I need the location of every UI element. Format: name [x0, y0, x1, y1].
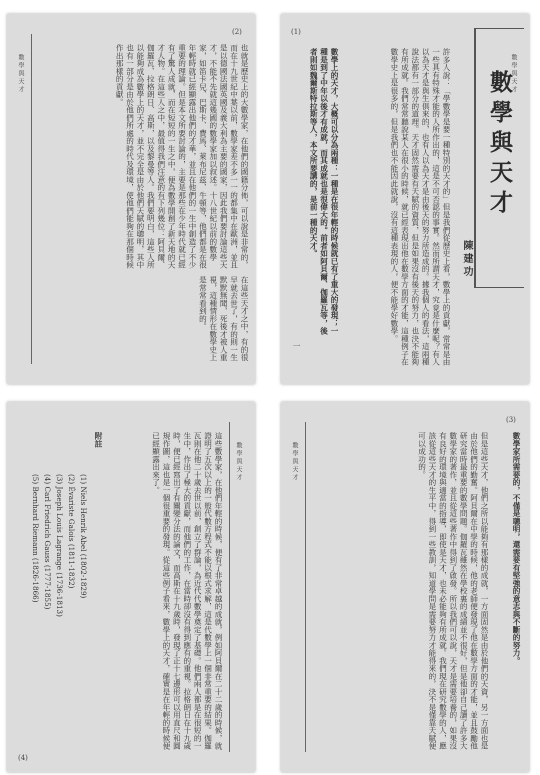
header-rule	[229, 422, 230, 752]
notes-list	[25, 474, 89, 744]
header-rule	[305, 422, 306, 752]
page-2	[281, 14, 529, 384]
page-number: (4)	[18, 754, 28, 762]
lead-paragraph: 數學家所需要的，不僅是聰明，還需要有堅強的意志與不斷的努力。	[512, 432, 521, 665]
page-number: (1)	[291, 28, 301, 36]
body-text: 這些數學家，在他們年輕的時候，便有了非常卓越的成就，例如阿貝爾在二十二歲的時候，就證明了五次以上的一般代數方程式不能以根式求解，這是代數學上一個非常重要的結果。伽羅瓦則在他二十歲去世以前，創立了群論，為近代代數學奠定了基礎。他們兩人都是在很短的一生中，作出了極大的貢獻，而他們的工作，在當時卻沒有得到應有的重視。拉格朗日在十九歲時，便已經寫出了有關變分法的論文，而高斯在十九歲時，發現了正十七邊形可以用直尺和圓規作圖，這也是一個很重要的發現。從這些例子看來，數學上的天才，確實是在年輕的時候便已經顯露出來了。	[151, 432, 223, 750]
article-title: 數學與天才	[486, 70, 513, 220]
note-item: (2) Évariste Galois (1811-1832)	[67, 474, 76, 589]
running-head: 數學與天才	[235, 442, 242, 482]
page-3	[7, 402, 255, 772]
note-item: (3) Joseph Louis Lagrange (1736-1813)	[55, 474, 64, 617]
body-text: 也就是歷史上的大數學家，在他們的國籍分佈，可以說是非常的，而在十九世紀中葉以前，數學家差不多一一的都集中在歐洲，並且是以德國法國英國及義大利為主要的國家，因此我們要討論這些天才，不能不先就這幾國的數學家加以叙述。十八世紀以前的數學家，如笛卡兒、巴斯卡、費馬、萊布尼茲、牛頓等，他們都是在很年輕時就已經顯露出他們的才華，並且在他們的一生中創造了不少重要的理論。但是本文所要討論的，主要是那些在少年時代就已經有了驚人成就，而在短短的一生之中，便為數學開創了新天地的天才人物。在這些人之中，最值得我們注意的有下列幾位：阿貝爾、伽羅瓦、拉格朗日、高斯，以及黎曼等人。我們要明白，這些人所以能夠成為數學上的天才，並不完全是由於他們天賦的聰明，其中也有一部分是由於他們所處的時代及環境，使他們能夠在那個時候作出那樣的貢獻。	[115, 44, 249, 269]
note-item: (4) Carl Friedrich Gauss (1777-1855)	[43, 474, 52, 610]
header-rule	[31, 34, 32, 364]
author-name: 陳建功	[461, 240, 472, 279]
section-marker: 一	[292, 342, 301, 350]
page-1	[7, 14, 255, 384]
body-text-continued: 在這些天才之中，有的很早就去世了，有的則一生默默無聞，死後才被人重視，這種情形在數學史上是常常看到的。	[198, 276, 249, 362]
running-head: 數學與天才	[17, 54, 24, 94]
lead-paragraph: 數學上的天才，大概可以分為兩種：一種是在很年輕的時候就已有了重大的發現；一種是到了中年以後才有成就，而其成就也是很偉大的。前者如阿貝爾、伽羅瓦等，後者則如魏爾斯特拉斯等人，本文所要講的，是前一種的天才。	[309, 48, 339, 335]
note-item: (5) Bernhard Riemann (1826-1866)	[31, 474, 40, 603]
body-text: 許多人說：「學數學是要一種特別的天才的」但是我們從歷史上看，數學上的貢獻，常常是由一些具有特殊才能的人所作出的，這是不可否認的事實。然而所謂天才，究竟是什麼呢？有人以為天才是與生俱來的，也有人以為天才是由後天的努力所造成的。據我個人的看法，這兩種說法都有一部分的道理。天才固然需要有天賦的資質，但是如果沒有後天的努力，也決不能夠有所成就。我們常常聽說某人在很小的時候，就已經表現出他在數學方面的才能，這種例子在數學史上是很多的，但是我們也不能因此就說，沒有這種表現的人，便不能學好數學。	[389, 48, 451, 366]
running-head: 數學與天才	[291, 442, 298, 482]
page-number: (2)	[232, 28, 242, 36]
page-4	[281, 402, 529, 772]
running-head: 數學與天才	[510, 54, 517, 94]
body-text: 但是這些天才，他們之所以能夠有那樣的成就，一方面固然是由於他們的天資，另一方面也是由於他們的勤奮。阿貝爾在中學的時候，他的老師便發現了他在數學方面的才能，並且鼓勵他研究當時最重要的數學問題。伽羅瓦雖然在學校裏的成績並不很好，但是他卻自己讀了許多大數學家的著作，並且從這些著作中得到了啟發。所以我們可以說，天才是需要培養的，如果沒有良好的環境與適當的指導，即使是天才，也未必能夠有所成就。我們現在研究數學的人，應該從這些天才的生平中，得到一些教訓，知道學問是需要努力才能得來的，決不是僅靠天賦便可以成功的。	[417, 432, 489, 750]
page-number: (3)	[506, 416, 516, 424]
notes-heading: 附註	[94, 432, 103, 448]
note-item: (1) Niels Henrik Abel (1802-1829)	[79, 474, 88, 599]
